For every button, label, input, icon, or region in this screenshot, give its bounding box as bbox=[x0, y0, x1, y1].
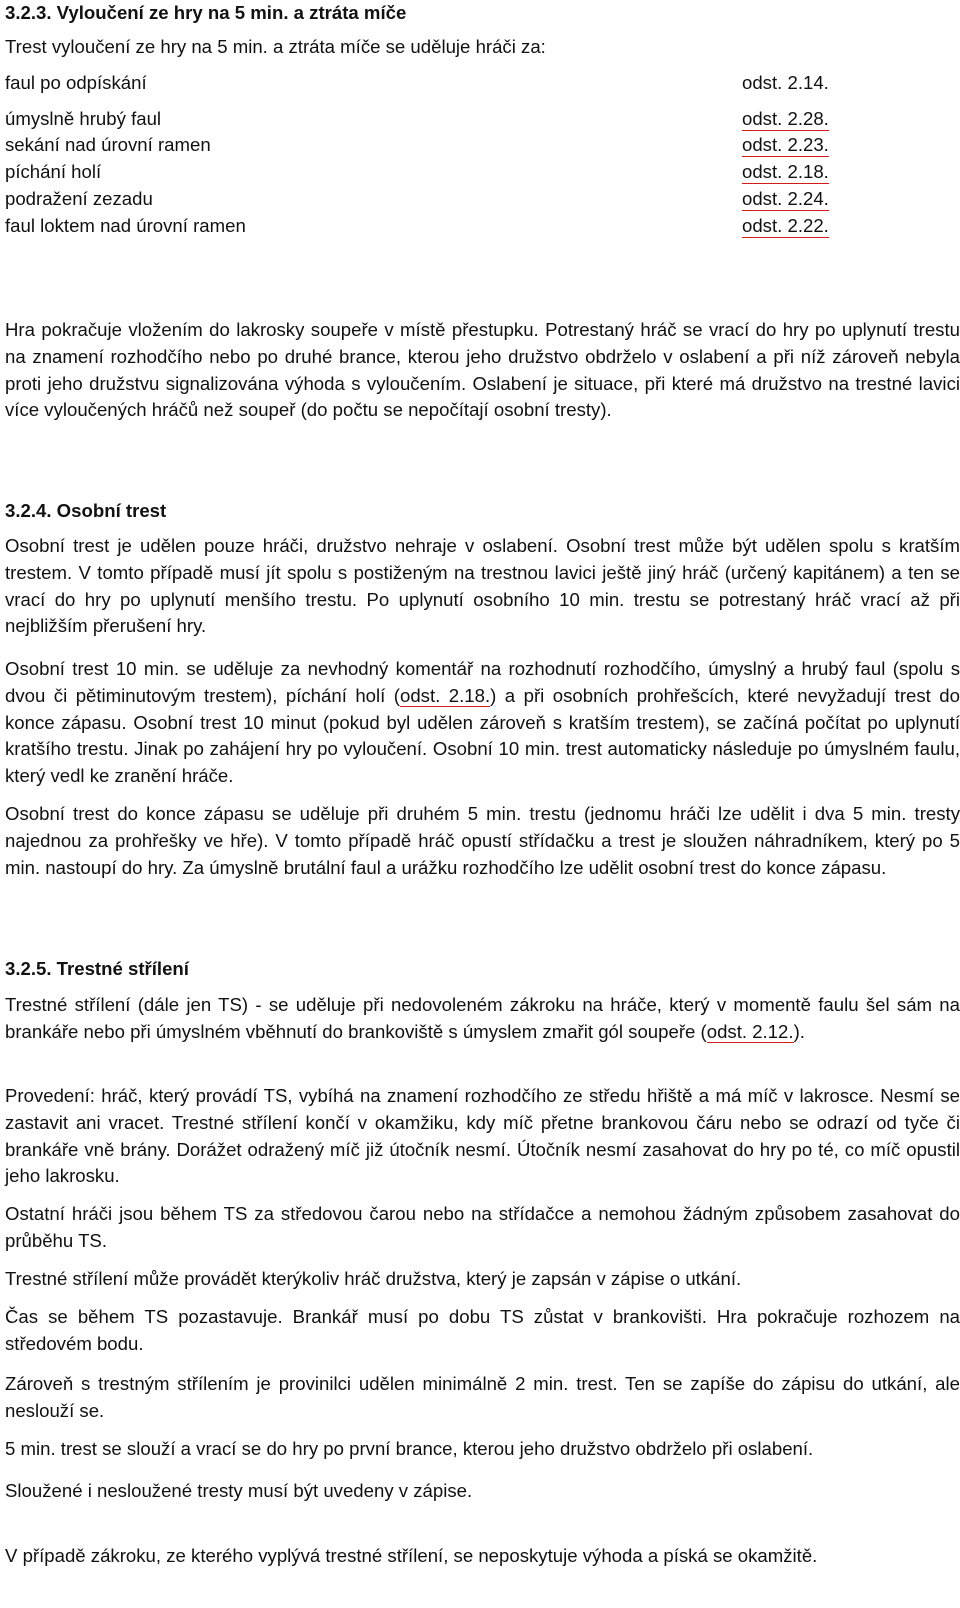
paragraph-325-3: Ostatní hráči jsou během TS za středovou čarou nebo na střídačce a nemohou žádným způsobem zasahovat do průběhu TS. bbox=[5, 1203, 960, 1251]
offence-ref-link[interactable]: odst. 2.28. bbox=[742, 108, 829, 129]
offence-label: faul loktem nad úrovní ramen bbox=[5, 215, 246, 236]
offence-ref-link[interactable]: odst. 2.18. bbox=[742, 161, 829, 182]
paragraph-325-8: Sloužené i nesloužené tresty musí být uvedeny v zápise. bbox=[5, 1480, 473, 1501]
paragraph-text: ) a při osobních prohřešcích, které nevyžadují trest do konce zápasu. Osobní trest 10 minut (pokud byl udělen zároveň s kratším trestem), se začíná počítat po uplynutí kratšího trestu. Jinak po zahájení hry po vyloučení. Osobní 10 min. trest automaticky následuje po úmyslném faulu, který vedl ke zranění hráče. bbox=[5, 684, 960, 787]
offence-label: sekání nad úrovní ramen bbox=[5, 134, 211, 155]
paragraph-325-7: 5 min. trest se slouží a vrací se do hry po první brance, kterou jeho družstvo obdrželo při oslabení. bbox=[5, 1438, 814, 1459]
paragraph-text: Trestné střílení (dále jen TS) - se uděluje při nedovoleném zákroku na hráče, který v momentě faulu šel sám na brankáře nebo při úmyslném vběhnutí do brankoviště s úmyslem zmařit gól soupeře ( bbox=[5, 994, 960, 1042]
offence-label: podražení zezadu bbox=[5, 188, 153, 209]
paragraph-325-2: Provedení: hráč, který provádí TS, vybíhá na znamení rozhodčího ze středu hřiště a má míč v lakrosce. Nesmí se zastavit ani vracet. Trestné střílení končí v okamžiku, kdy míč přetne brankovou čáru nebo se odrazí od tyče či brankáře vně brány. Dorážet odražený míč již útočník nesmí. Útočník nesmí zasahovat do hry po té, co míč opustil jeho lakrosku. bbox=[5, 1085, 960, 1187]
paragraph-325-6: Zároveň s trestným střílením je provinilci udělen minimálně 2 min. trest. Ten se zapíše do zápisu do utkání, ale neslouží se. bbox=[5, 1373, 960, 1421]
offence-label: úmyslně hrubý faul bbox=[5, 108, 162, 129]
offence-ref-link[interactable]: odst. 2.22. bbox=[742, 215, 829, 236]
reference-link[interactable]: odst. 2.18. bbox=[399, 684, 491, 706]
paragraph-324-3: Osobní trest do konce zápasu se uděluje při druhém 5 min. trestu (jednomu hráči lze udělit i dva 5 min. tresty najednou za prohřešky ve hře). V tomto případě hráč opustí střídačku a trest je sloužen náhradníkem, který po 5 min. nastoupí do hry. Za úmyslně brutální faul a urážku rozhodčího lze udělit osobní trest do konce zápasu. bbox=[5, 803, 960, 878]
paragraph-325-4: Trestné střílení může provádět kterýkoliv hráč družstva, který je zapsán v zápise o utkání. bbox=[5, 1268, 742, 1289]
paragraph-text: ). bbox=[793, 1020, 805, 1042]
paragraph-325-9: V případě zákroku, ze kterého vyplývá trestné střílení, se neposkytuje výhoda a píská se okamžitě. bbox=[5, 1545, 818, 1566]
reference-link[interactable]: odst. 2.12. bbox=[706, 1020, 794, 1042]
paragraph-324-2 bbox=[5, 656, 960, 790]
paragraph-325-1 bbox=[5, 992, 960, 1046]
section-heading-324: 3.2.4. Osobní trest bbox=[5, 500, 167, 521]
paragraph-323: Hra pokračuje vložením do lakrosky soupeře v místě přestupku. Potrestaný hráč se vrací do hry po uplynutí trestu na znamení rozhodčího nebo po druhé brance, kterou jeho družstvo obdrželo v oslabení a při níž zároveň nebyla proti jeho družstvu signalizována výhoda s vyloučením. Oslabení je situace, při které má družstvo na trestné lavici více vyloučených hráčů než soupeř (do počtu se nepočítají osobní tresty). bbox=[5, 319, 960, 421]
offence-label: píchání holí bbox=[5, 161, 102, 182]
offence-label: faul po odpískání bbox=[5, 72, 147, 93]
paragraph-324-1: Osobní trest je udělen pouze hráči, družstvo nehraje v oslabení. Osobní trest může být udělen spolu s kratším trestem. V tomto případě musí jít spolu s postiženým na trestnou lavici ještě jiný hráč (určený kapitánem) a ten se vrací do hry po uplynutí menšího trestu. Po uplynutí osobního 10 min. trestu se potrestaný hráč vrací až při nejbližším přerušení hry. bbox=[5, 535, 960, 637]
section-heading-323: 3.2.3. Vyloučení ze hry na 5 min. a ztráta míče bbox=[5, 2, 407, 23]
offence-ref-link[interactable]: odst. 2.24. bbox=[742, 188, 829, 209]
section-heading-325: 3.2.5. Trestné střílení bbox=[5, 958, 189, 979]
section-intro-323: Trest vyloučení ze hry na 5 min. a ztráta míče se uděluje hráči za: bbox=[5, 36, 546, 57]
offence-ref: odst. 2.14. bbox=[742, 72, 829, 93]
offence-ref-link[interactable]: odst. 2.23. bbox=[742, 134, 829, 155]
paragraph-text: Osobní trest 10 min. se uděluje za nevhodný komentář na rozhodnutí rozhodčího, úmyslný a hrubý faul (spolu s dvou či pětiminutovým trestem), píchání holí ( bbox=[5, 658, 960, 706]
paragraph-325-5: Čas se během TS pozastavuje. Brankář musí po dobu TS zůstat v brankovišti. Hra pokračuje rozhozem na středovém bodu. bbox=[5, 1306, 960, 1354]
